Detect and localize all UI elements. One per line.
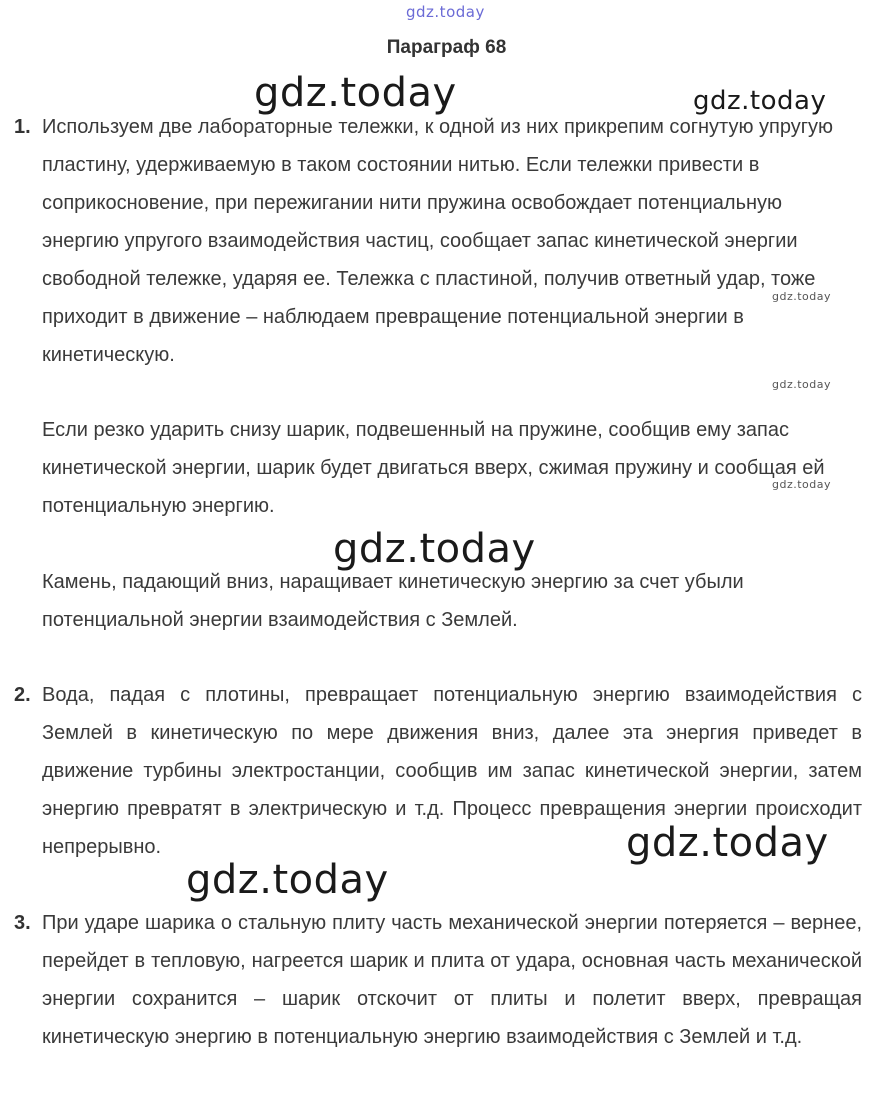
- paragraph: При ударе шарика о стальную плиту часть механической энергии потеряется – вернее, перейдет в тепловую, нагреется шарик и плита от удара, основная часть механической энергии сохранится – шарик отскочит от плиты и полетит вверх, превращая кинетическую энергию в потенциальную энергию взаимодействия с Землей и т.д.: [42, 912, 862, 1048]
- watermark-top: gdz.today: [406, 3, 485, 21]
- watermark: gdz.today: [186, 857, 389, 903]
- paragraph: Используем две лабораторные тележки, к одной из них прикрепим согнутую упругую пластину, удерживаемую в таком состоянии нитью. Если тележки привести в соприкосновение, при пережигании нити пружина освобождает потенциальную энергию упругого взаимодействия частиц, сообщает запас кинетической энергии свободной тележке, ударяя ее. Тележка с пластиной, получив ответный удар, тоже приходит в движение – наблюдаем превращение потенциальной энергии в кинетическую.: [42, 116, 834, 366]
- item-body: [42, 563, 862, 639]
- paragraph: Если резко ударить снизу шарик, подвешенный на пружине, сообщив ему запас кинетической энергии, шарик будет двигаться вверх, сжимая пружину и сообщая ей потенциальную энергию.: [42, 419, 825, 517]
- paragraph: Камень, падающий вниз, наращивает кинетическую энергию за счет убыли потенциальной энергии взаимодействия с Землей.: [42, 571, 744, 631]
- watermark: gdz.today: [333, 526, 536, 572]
- item-number: 1.: [14, 116, 31, 138]
- item-number: 3.: [14, 912, 31, 934]
- item-body: [42, 108, 862, 374]
- paragraph: Вода, падая с плотины, превращает потенциальную энергию взаимодействия с Землей в кинетическую по мере движения вниз, далее эта энергия приведет в движение турбины электростанции, сообщив им запас кинетической энергии, затем энергию превратят в электрическую и т.д. Процесс превращения энергии происходит непрерывно.: [42, 684, 862, 858]
- watermark: gdz.today: [254, 70, 457, 116]
- item-number: 2.: [14, 684, 31, 706]
- item-body: [42, 411, 862, 525]
- page-title: Параграф 68: [386, 37, 507, 58]
- watermark: gdz.today: [772, 478, 832, 491]
- watermark: gdz.today: [693, 86, 827, 116]
- watermark: gdz.today: [772, 290, 832, 303]
- watermark: gdz.today: [772, 378, 832, 391]
- watermark: gdz.today: [626, 820, 829, 866]
- item-body: [42, 904, 862, 1056]
